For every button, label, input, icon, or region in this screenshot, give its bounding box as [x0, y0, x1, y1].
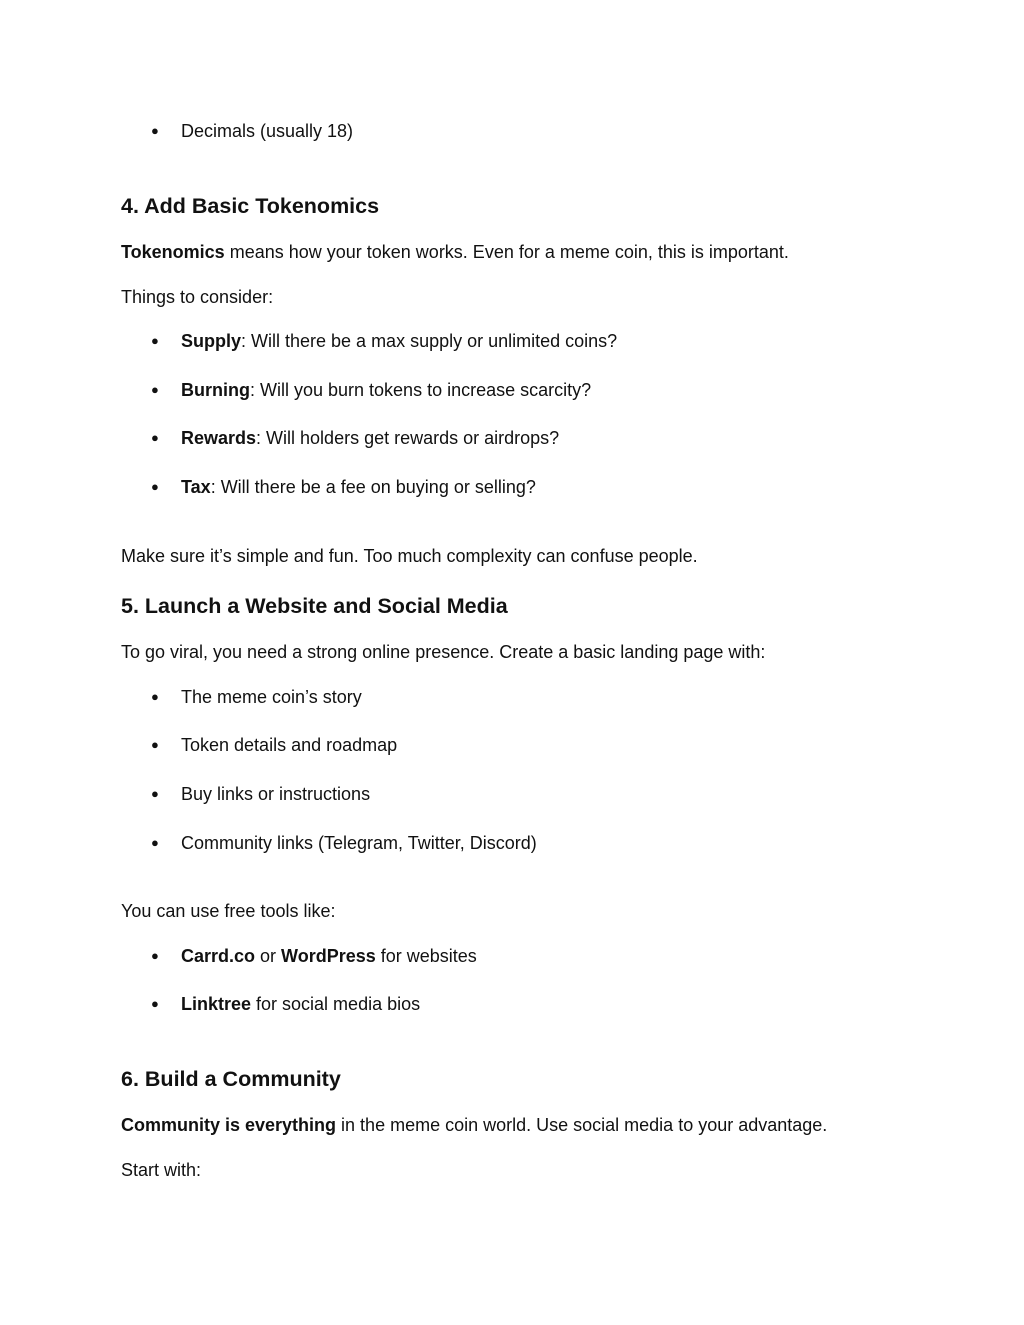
bullet-icon: ●	[151, 430, 159, 445]
list-item-text: Decimals (usually 18)	[181, 121, 354, 141]
bold-term: Linktree	[181, 994, 252, 1014]
bold-term: Carrd.co	[181, 946, 256, 966]
list-item-text: Buy links or instructions	[181, 784, 371, 804]
list-item-story	[151, 686, 362, 708]
paragraph-text: means how your token works. Even for a meme coin, this is important.	[224, 242, 789, 262]
list-item-text: : Will there be a fee on buying or selling?	[210, 477, 536, 497]
list-item-text: : Will there be a max supply or unlimited coins?	[241, 331, 618, 351]
list-item-community-links	[151, 832, 537, 854]
tools-intro: You can use free tools like:	[121, 901, 336, 921]
section-heading-tokenomics: 4. Add Basic Tokenomics	[121, 194, 380, 218]
list-item-roadmap	[151, 734, 397, 756]
bullet-icon: ●	[151, 786, 159, 801]
tokenomics-intro	[121, 241, 789, 263]
bold-term: Rewards	[181, 428, 257, 448]
list-item-text: The meme coin’s story	[181, 687, 362, 707]
list-item-rewards	[151, 427, 559, 449]
community-intro	[121, 1114, 827, 1136]
bullet-icon: ●	[151, 996, 159, 1011]
list-item-text: Community links (Telegram, Twitter, Discord)	[181, 833, 537, 853]
website-intro: To go viral, you need a strong online presence. Create a basic landing page with:	[121, 642, 766, 662]
list-item-burning	[151, 379, 591, 401]
bold-term: Tax	[181, 477, 211, 497]
bullet-icon: ●	[151, 123, 159, 138]
things-to-consider: Things to consider:	[121, 287, 274, 307]
list-item-text: : Will holders get rewards or airdrops?	[256, 428, 560, 448]
list-item-linktree	[151, 993, 420, 1015]
tokenomics-closing: Make sure it’s simple and fun. Too much complexity can confuse people.	[121, 546, 698, 566]
bold-term: Burning	[181, 380, 250, 400]
list-item-website-tools	[151, 945, 477, 967]
bullet-icon: ●	[151, 737, 159, 752]
section-heading-website: 5. Launch a Website and Social Media	[121, 594, 508, 618]
bullet-icon: ●	[151, 382, 159, 397]
list-item-buy-links	[151, 783, 370, 805]
bold-term: Tokenomics	[121, 242, 225, 262]
bullet-icon: ●	[151, 689, 159, 704]
bullet-icon: ●	[151, 948, 159, 963]
start-with: Start with:	[121, 1160, 202, 1180]
bullet-icon: ●	[151, 835, 159, 850]
list-item-supply	[151, 330, 617, 352]
section-heading-community: 6. Build a Community	[121, 1067, 341, 1091]
list-item-text: : Will you burn tokens to increase scarcity?	[250, 380, 592, 400]
list-item-text: for social media bios	[251, 994, 421, 1014]
list-item-decimals	[151, 120, 353, 142]
bold-term: Supply	[181, 331, 242, 351]
list-item-tax	[151, 476, 536, 498]
bullet-icon: ●	[151, 333, 159, 348]
bold-term: Community is everything	[121, 1115, 337, 1135]
list-item-text: or	[255, 946, 282, 966]
paragraph-text: in the meme coin world. Use social media to your advantage.	[336, 1115, 828, 1135]
list-item-text: Token details and roadmap	[181, 735, 398, 755]
bullet-icon: ●	[151, 479, 159, 494]
list-item-text: for websites	[375, 946, 477, 966]
bold-term: WordPress	[281, 946, 376, 966]
